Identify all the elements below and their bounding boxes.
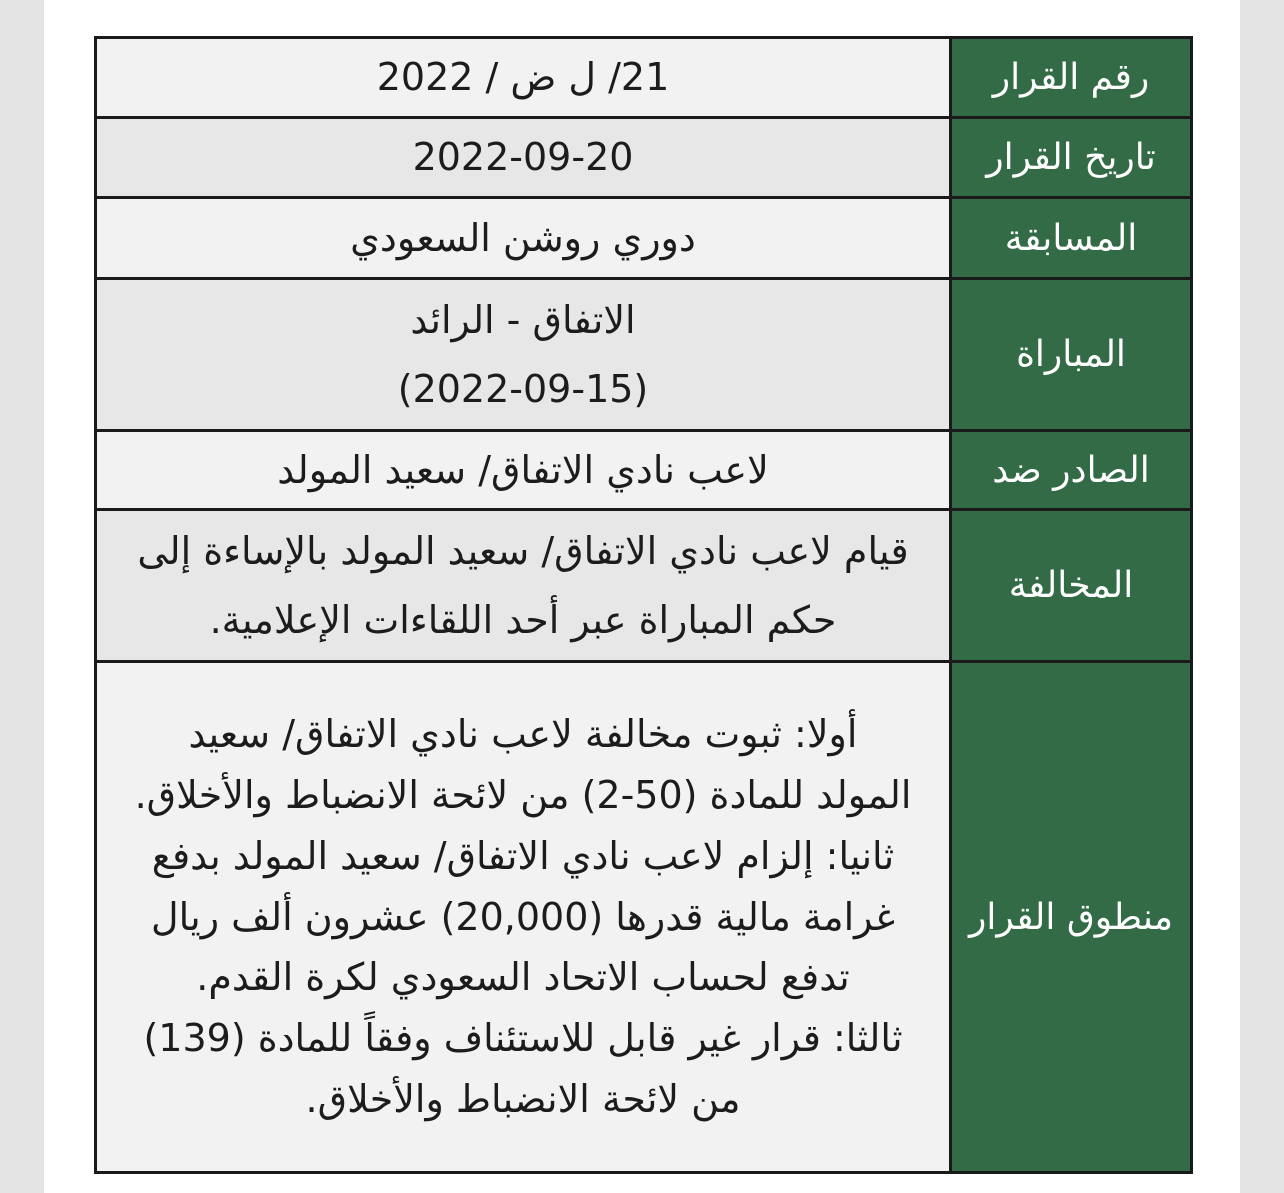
- violation-line-2: حكم المباراة عبر أحد اللقاءات الإعلامية.: [209, 597, 837, 642]
- value-issued-against: لاعب نادي الاتفاق/ سعيد المولد: [96, 431, 951, 510]
- row-verdict: [96, 662, 1192, 1173]
- verdict-line-4: غرامة مالية قدرها (20,000) عشرون ألف ريال: [150, 894, 896, 939]
- value-decision-number: 21/ ل ض / 2022: [96, 38, 951, 118]
- row-violation: [96, 510, 1192, 662]
- value-competition: دوري روشن السعودي: [96, 198, 951, 279]
- verdict-line-7: من لائحة الانضباط والأخلاق.: [305, 1076, 741, 1121]
- verdict-line-6: ثالثا: قرار غير قابل للاستئناف وفقاً للمادة (139): [143, 1016, 903, 1061]
- value-violation: [96, 510, 951, 662]
- verdict-line-3: ثانيا: إلزام لاعب نادي الاتفاق/ سعيد المولد بدفع: [151, 833, 895, 878]
- label-decision-date: تاريخ القرار: [951, 118, 1192, 198]
- label-decision-number: رقم القرار: [951, 38, 1192, 118]
- value-verdict: [96, 662, 951, 1173]
- label-verdict: منطوق القرار: [951, 662, 1192, 1173]
- violation-line-1: قيام لاعب نادي الاتفاق/ سعيد المولد بالإساءة إلى: [137, 529, 909, 574]
- verdict-line-2: المولد للمادة (50-2) من لائحة الانضباط والأخلاق.: [134, 773, 912, 817]
- label-match: المباراة: [951, 279, 1192, 431]
- row-decision-number: [96, 38, 1192, 118]
- value-match: [96, 279, 951, 431]
- match-date: (2022-09-15): [397, 366, 649, 411]
- decision-table: [94, 36, 1193, 1174]
- row-competition: [96, 198, 1192, 279]
- label-violation: المخالفة: [951, 510, 1192, 662]
- value-decision-date: 2022-09-20: [96, 118, 951, 198]
- match-teams: الاتفاق - الرائد: [410, 298, 636, 343]
- label-competition: المسابقة: [951, 198, 1192, 279]
- document-page: [44, 0, 1240, 1193]
- row-match: [96, 279, 1192, 431]
- row-decision-date: [96, 118, 1192, 198]
- verdict-line-5: تدفع لحساب الاتحاد السعودي لكرة القدم.: [196, 955, 850, 1000]
- label-issued-against: الصادر ضد: [951, 431, 1192, 510]
- row-issued-against: [96, 431, 1192, 510]
- verdict-line-1: أولا: ثبوت مخالفة لاعب نادي الاتفاق/ سعيد: [188, 712, 858, 757]
